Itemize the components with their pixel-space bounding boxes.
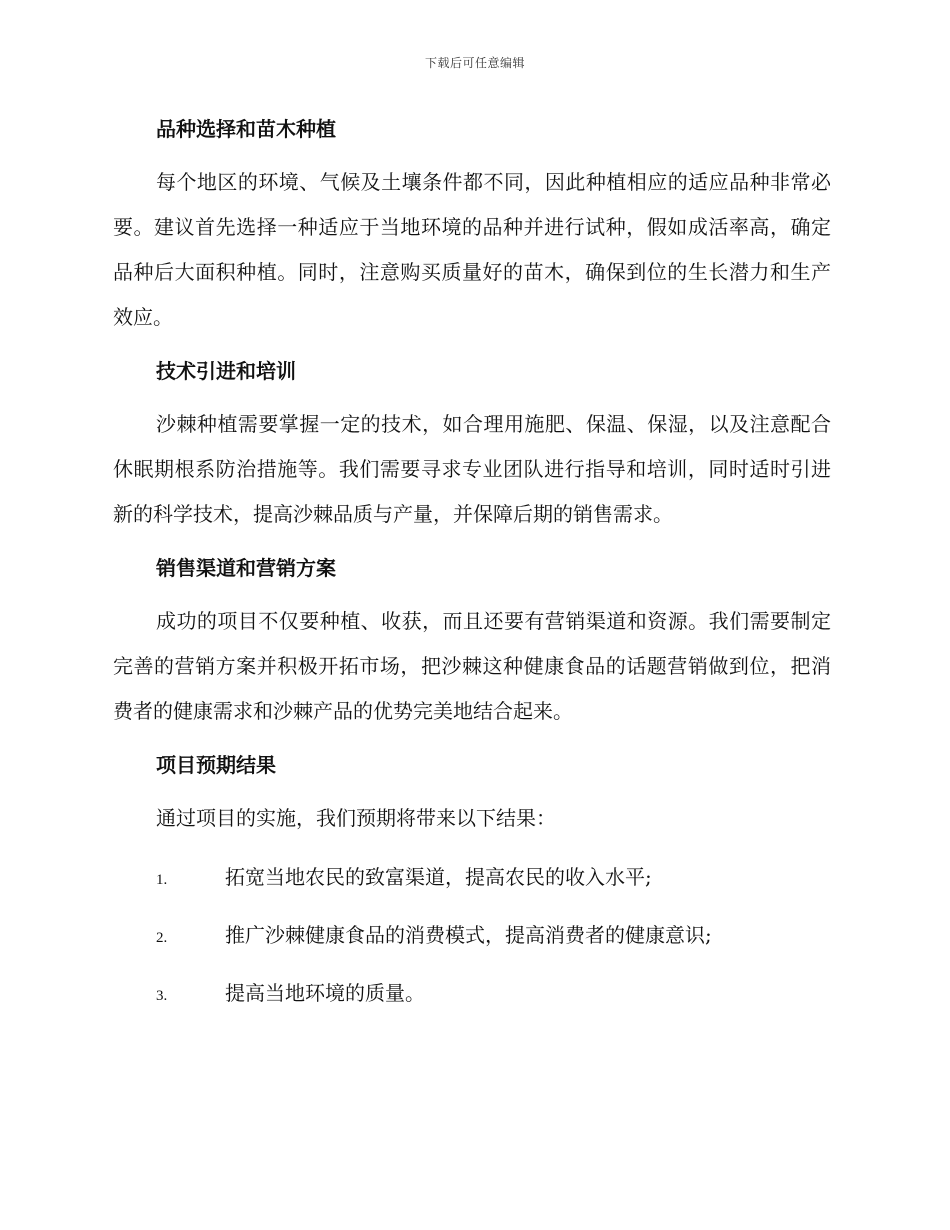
list-item bbox=[113, 855, 831, 900]
list-item bbox=[113, 913, 831, 958]
document-body bbox=[113, 112, 831, 1029]
section-heading-results: 项目预期结果 bbox=[156, 753, 276, 777]
list-text: 提高当地环境的质量。 bbox=[225, 981, 425, 1005]
list-number: 1. bbox=[156, 872, 168, 888]
section-heading-technology: 技术引进和培训 bbox=[156, 359, 296, 383]
section-paragraph-results: 通过项目的实施，我们预期将带来以下结果： bbox=[156, 806, 556, 830]
section-heading-variety: 品种选择和苗木种植 bbox=[156, 117, 336, 141]
results-list bbox=[113, 855, 831, 1016]
section-heading-sales: 销售渠道和营销方案 bbox=[156, 556, 336, 580]
header-note: 下载后可任意编辑 bbox=[424, 56, 525, 70]
section-paragraph-sales: 成功的项目不仅要种植、收获，而且还要有营销渠道和资源。我们需要制定完善的营销方案并积极开拓市场，把沙棘这种健康食品的话题营销做到位，把消费者的健康需求和沙棘产品的优势完美地结合起来。 bbox=[113, 609, 831, 723]
section-paragraph-technology: 沙棘种植需要掌握一定的技术，如合理用施肥、保温、保湿，以及注意配合休眠期根系防治措施等。我们需要寻求专业团队进行指导和培训，同时适时引进新的科学技术，提高沙棘品质与产量，并保障后期的销售需求。 bbox=[113, 412, 831, 526]
list-text: 拓宽当地农民的致富渠道，提高农民的收入水平; bbox=[225, 865, 652, 889]
list-number: 3. bbox=[156, 988, 168, 1004]
list-number: 2. bbox=[156, 930, 168, 946]
section-paragraph-variety: 每个地区的环境、气候及土壤条件都不同，因此种植相应的适应品种非常必要。建议首先选择一种适应于当地环境的品种并进行试种，假如成活率高，确定品种后大面积种植。同时，注意购买质量好的苗木，确保到位的生长潜力和生产效应。 bbox=[113, 170, 831, 329]
list-text: 推广沙棘健康食品的消费模式，提高消费者的健康意识; bbox=[225, 923, 712, 947]
list-item bbox=[113, 971, 831, 1016]
